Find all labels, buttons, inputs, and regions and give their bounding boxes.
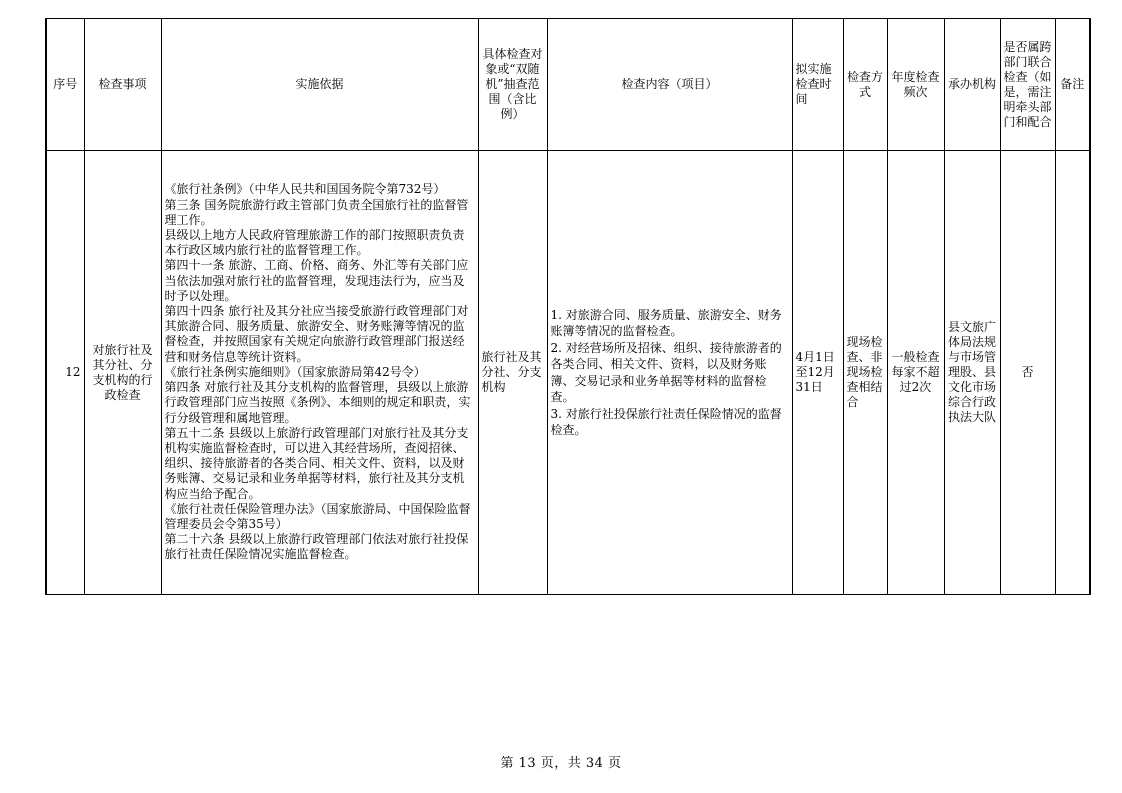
cell-basis: 《旅行社条例》（中华人民共和国国务院令第732号） 第三条 国务院旅游行政主管部门负责全国旅行社的监督管理工作。 县级以上地方人民政府管理旅游工作的部门按照职责负责本行政区域内旅行社的监督管理工作。 第四十一条 旅游、工商、价格、商务、外汇等有关部门应当依法加强对旅行社的监督管理，发现违法行为，应当及时予以处理。 第四十四条 旅行社及其分社应当接受旅游行政管理部门对其旅游合同、服务质量、旅游安全、财务账簿等情况的监督检查，并按照国家有关规定向旅游行政管理部门报送经营和财务信息等统计资料。 《旅行社条例实施细则》（国家旅游局第42号令） 第四条 对旅行社及其分支机构的监督管理，县级以上旅游行政管理部门应当按照《条例》、本细则的规定和职责，实行分级管理和属地管理。 第五十二条 县级以上旅游行政管理部门对旅行社及其分支机构实施监督检查时，可以进入其经营场所，查阅招徕、组织、接待旅游者的各类合同、相关文件、资料，以及财务账簿、交易记录和业务单据等材料，旅行社及其分支机构应当给予配合。 《旅行社责任保险管理办法》（国家旅游局、中国保险监督管理委员会令第35号） 第二十六条 县级以上旅游行政管理部门依法对旅行社投保旅行社责任保险情况实施监督检查。 [164,182,471,562]
header-agency: 承办机构 [944,19,1000,151]
header-frequency: 年度检查频次 [887,19,944,151]
header-content: 检查内容（项目） [547,19,792,151]
cell-agency: 县文旅广体局法规与市场管理股、县文化市场综合行政执法大队 [944,151,1000,595]
header-basis: 实施依据 [161,19,478,151]
header-time: 拟实施检查时间 [792,19,843,151]
table-row [46,151,1090,595]
cell-remarks [1055,151,1090,595]
header-item: 检查事项 [84,19,161,151]
inspection-table [45,18,1091,595]
cell-method: 现场检查、非现场检查相结合 [843,151,887,595]
cell-time: 4月1日至12月31日 [792,151,843,595]
cell-frequency: 一般检查每家不超过2次 [887,151,944,595]
header-joint: 是否属跨部门联合检查（如是，需注明牵头部门和配合 [1000,19,1055,151]
header-remarks: 备注 [1055,19,1090,151]
header-method: 检查方式 [843,19,887,151]
cell-objects: 旅行社及其分社、分支机构 [478,151,547,595]
cell-item: 对旅行社及其分社、分支机构的行政检查 [84,151,161,595]
page-number: 第 13 页，共 34 页 [500,756,622,771]
cell-joint: 否 [1000,151,1055,595]
cell-seq: 12 [46,151,84,595]
table-header-row [46,19,1090,151]
header-objects: 具体检查对象或“双随机”抽查范围（含比例） [478,19,547,151]
header-seq: 序号 [46,19,84,151]
cell-content: 1. 对旅游合同、服务质量、旅游安全、财务账簿等情况的监督检查。 2. 对经营场所及招徕、组织、接待旅游者的各类合同、相关文件、资料，以及财务账簿、交易记录和业务单据等材料的监督检查。 3. 对旅行社投保旅行社责任保险情况的监督检查。 [550,307,782,437]
